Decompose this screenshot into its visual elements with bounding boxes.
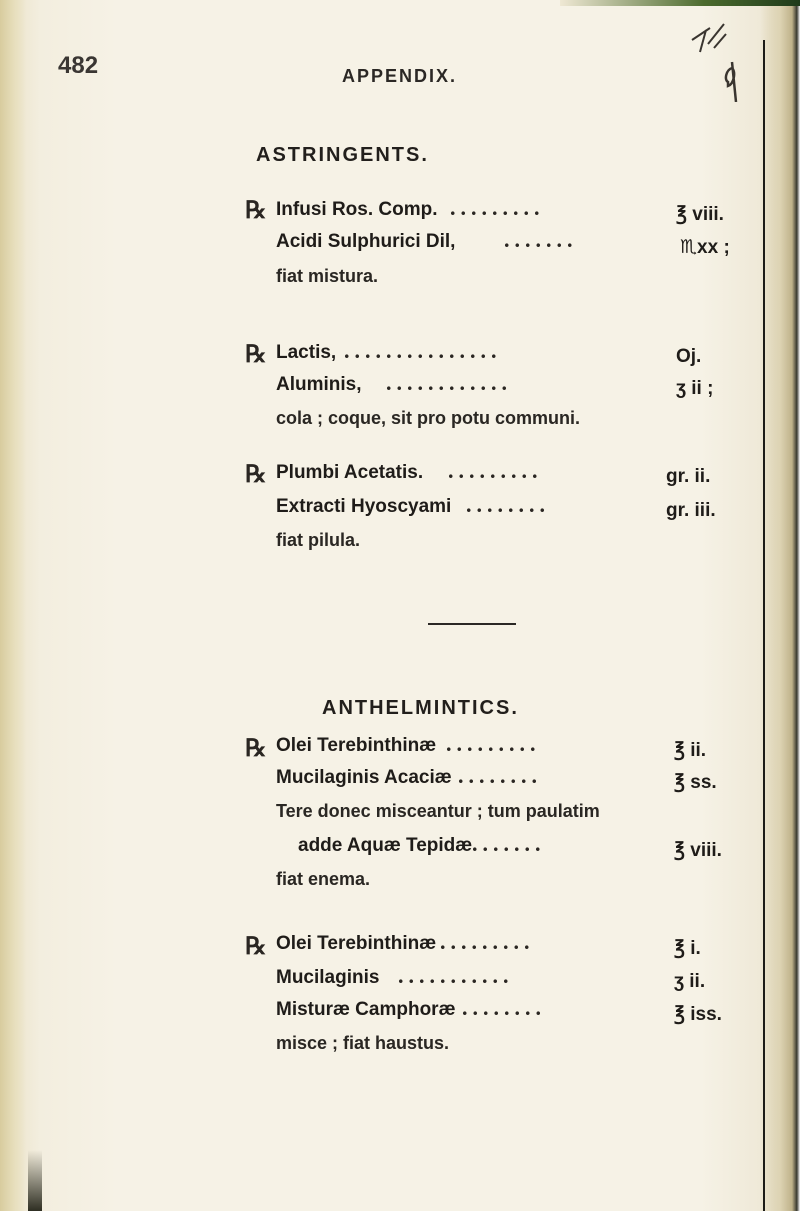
dose: ʒ ii. <box>674 971 706 992</box>
dose: ʒ ii ; <box>676 378 714 399</box>
dose: ℥ i. <box>674 938 701 959</box>
recipe-symbol: ℞ <box>245 342 267 368</box>
page-number: 482 <box>58 52 99 79</box>
page-edge-line <box>763 40 765 1211</box>
recipe-symbol: ℞ <box>245 736 267 762</box>
leader-dots: ........... <box>398 963 514 988</box>
dose: ℥ iss. <box>674 1004 722 1025</box>
dose: ℥ ii. <box>674 740 707 761</box>
ingredient-line: Olei Terebinthinæ <box>276 735 437 756</box>
dose: ℥ viii. <box>674 840 722 861</box>
instruction-text: cola ; coque, sit pro potu communi. <box>276 408 581 428</box>
leader-dots: ....... <box>472 831 546 856</box>
ingredient-line: Aluminis, <box>276 374 362 395</box>
dose: Oj. <box>676 346 702 367</box>
ingredient-line: Extracti Hyoscyami <box>276 496 452 517</box>
handwritten-annotation <box>680 22 740 102</box>
ingredient-line: Olei Terebinthinæ <box>276 933 437 954</box>
leader-dots: ......... <box>448 458 543 483</box>
section-title-anthelmintics: ANTHELMINTICS. <box>322 697 519 719</box>
instruction-text: fiat pilula. <box>276 530 361 550</box>
instruction-text: misce ; fiat haustus. <box>276 1033 450 1053</box>
leader-dots: ......... <box>450 195 545 220</box>
section-divider <box>428 623 516 625</box>
ingredient-line: Plumbi Acetatis. <box>276 462 424 483</box>
dose: gr. ii. <box>666 466 711 487</box>
ingredient-line: Mucilaginis <box>276 967 380 988</box>
ingredient-line: Acidi Sulphurici Dil, <box>276 231 456 252</box>
instruction-text: fiat mistura. <box>276 266 379 286</box>
instruction-text: Tere donec misceantur ; tum paulatim <box>276 801 600 821</box>
page-edge <box>760 0 800 1211</box>
dose: ℥ ss. <box>674 772 717 793</box>
leader-dots: ....... <box>504 227 578 252</box>
leader-dots: ............... <box>344 338 502 363</box>
ingredient-line: adde Aquæ Tepidæ <box>298 835 473 856</box>
section-title-astringents: ASTRINGENTS. <box>256 144 429 166</box>
ingredient-line: Misturæ Camphoræ <box>276 999 456 1020</box>
binding-mark <box>28 1150 42 1211</box>
dose: ♏xx ; <box>680 237 730 258</box>
binding-shadow <box>0 0 26 1211</box>
instruction-text: fiat enema. <box>276 869 371 889</box>
recipe-symbol: ℞ <box>245 934 267 960</box>
running-head: APPENDIX. <box>342 66 458 86</box>
leader-dots: ......... <box>440 929 535 954</box>
leader-dots: ........ <box>458 763 542 788</box>
ingredient-line: Lactis, <box>276 342 337 363</box>
leader-dots: ............ <box>386 370 512 395</box>
ingredient-line: Mucilaginis Acaciæ <box>276 767 452 788</box>
ingredient-line: Infusi Ros. Comp. <box>276 199 438 220</box>
top-edge-mark <box>560 0 800 6</box>
leader-dots: ......... <box>446 731 541 756</box>
leader-dots: ........ <box>466 492 550 517</box>
dose: gr. iii. <box>666 500 716 521</box>
recipe-symbol: ℞ <box>245 198 267 224</box>
dose: ℥ viii. <box>676 204 724 225</box>
leader-dots: ........ <box>462 995 546 1020</box>
recipe-symbol: ℞ <box>245 462 267 488</box>
